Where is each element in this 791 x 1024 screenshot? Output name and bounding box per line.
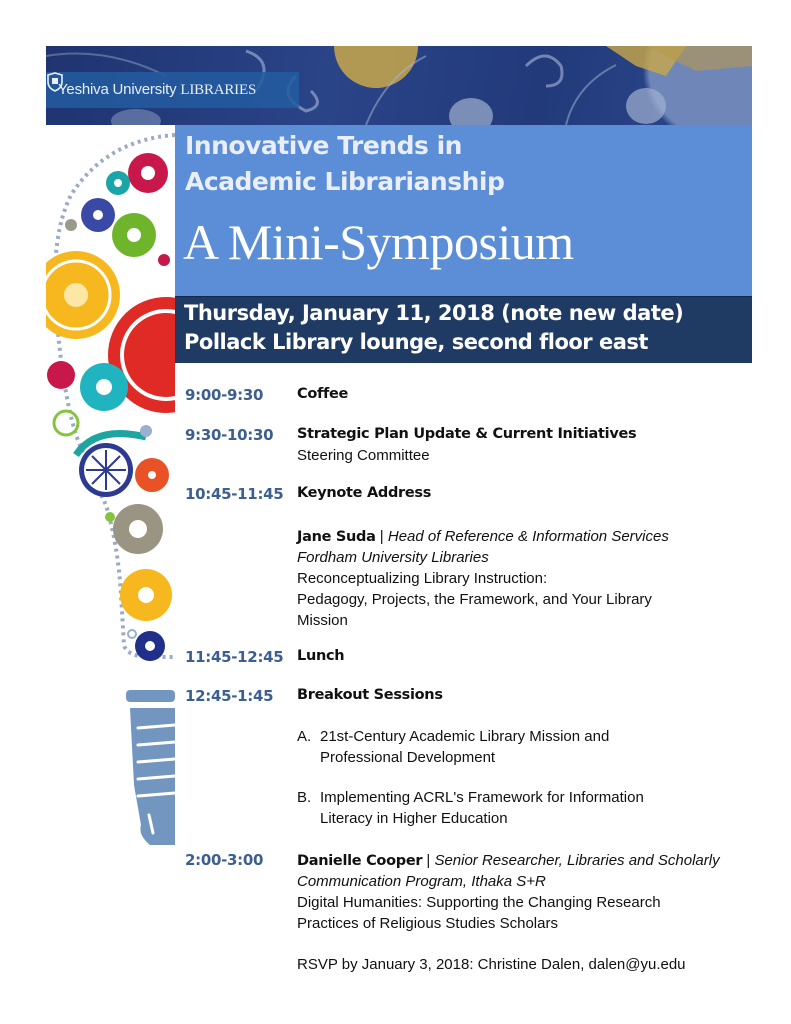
schedule-time: 10:45-11:45 — [185, 485, 284, 503]
page-title: A Mini-Symposium — [183, 214, 574, 270]
subtitle-line-1: Innovative Trends in — [185, 131, 462, 160]
event-date: Thursday, January 11, 2018 (note new date) — [184, 301, 684, 325]
talk-title-line: Digital Humanities: Supporting the Changing Research — [297, 894, 661, 911]
schedule-title: Keynote Address — [297, 485, 432, 501]
speaker-role: Head of Reference & Information Services — [387, 528, 669, 545]
speaker-name: Danielle Cooper — [297, 853, 423, 869]
speaker-role: Senior Researcher, Libraries and Scholarly — [434, 852, 720, 869]
talk-title-line: Mission — [297, 612, 348, 629]
breakout-session-b: B. Implementing ACRL's Framework for Information Literacy in Higher Education — [297, 789, 644, 827]
schedule-title: Strategic Plan Update & Current Initiatives — [297, 426, 637, 442]
schedule-time: 9:00-9:30 — [185, 386, 264, 404]
schedule-title: Breakout Sessions — [297, 687, 443, 703]
talk-title-line: Reconceptualizing Library Instruction: — [297, 570, 548, 587]
header-banner — [46, 46, 752, 125]
title-panel — [175, 125, 752, 296]
gear-icon — [46, 153, 175, 661]
shield-icon — [46, 72, 64, 92]
logo — [46, 72, 299, 108]
subtitle-line-2: Academic Librarianship — [185, 167, 505, 196]
talk-title-line: Practices of Religious Studies Scholars — [297, 915, 558, 932]
speaker-role-continued: Communication Program, Ithaka S+R — [297, 873, 546, 890]
lightbulb-gears-illustration — [46, 125, 175, 850]
schedule-title: Lunch — [297, 648, 345, 664]
schedule-time: 9:30-10:30 — [185, 426, 274, 444]
logo-text: Yeshiva University LIBRARIES — [58, 81, 257, 98]
schedule-time: 12:45-1:45 — [185, 687, 274, 705]
talk-title-line: Pedagogy, Projects, the Framework, and Your Library — [297, 591, 652, 608]
afternoon-speaker-line: Danielle Cooper | Senior Researcher, Libraries and Scholarly — [297, 852, 720, 869]
breakout-session-a: A. 21st-Century Academic Library Mission and Professional Development — [297, 728, 610, 766]
schedule-title: Coffee — [297, 386, 349, 402]
schedule-time: 11:45-12:45 — [185, 648, 284, 666]
speaker-affiliation: Fordham University Libraries — [297, 549, 489, 566]
schedule-subtitle: Steering Committee — [297, 447, 430, 464]
schedule-time: 2:00-3:00 — [185, 851, 264, 869]
speaker-name: Jane Suda — [297, 529, 376, 545]
event-info-band — [175, 296, 752, 363]
keynote-speaker-line: Jane Suda | Head of Reference & Information Services — [297, 528, 669, 545]
rsvp-info: RSVP by January 3, 2018: Christine Dalen, dalen@yu.edu — [297, 956, 686, 973]
bulb-base-icon — [126, 690, 175, 845]
event-location: Pollack Library lounge, second floor east — [184, 330, 648, 354]
